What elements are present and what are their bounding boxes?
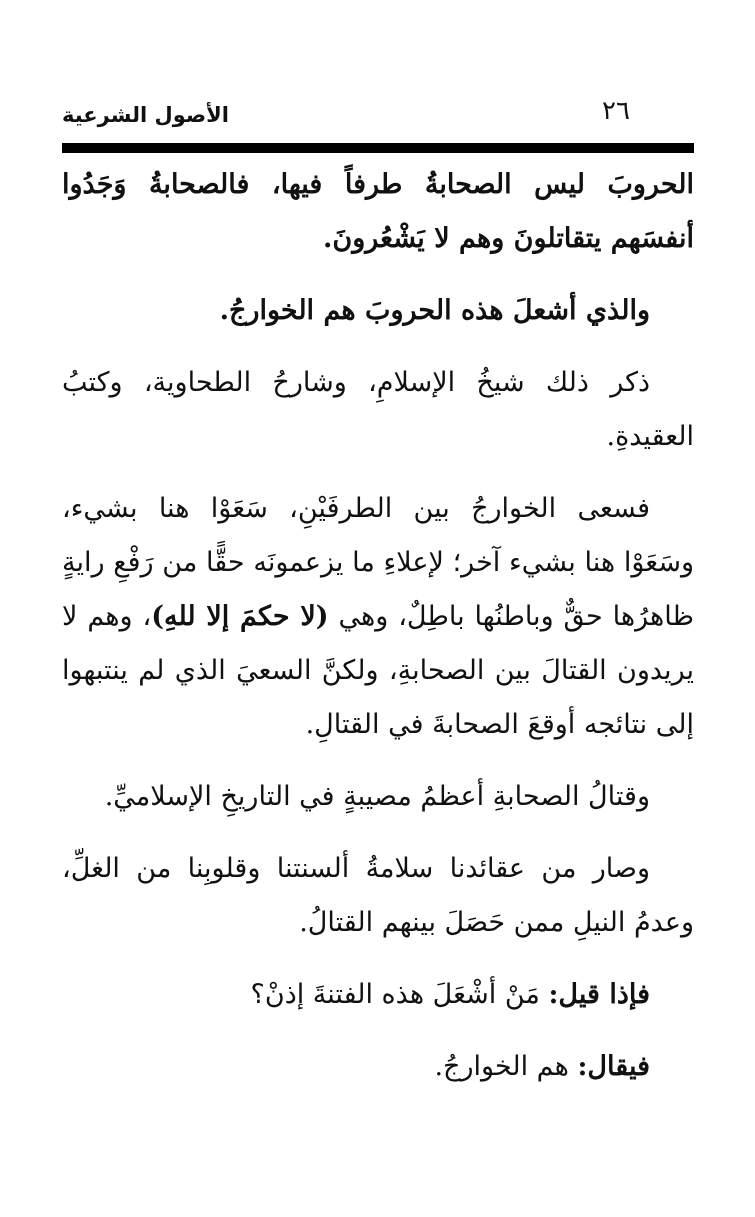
page-body bbox=[62, 158, 694, 1094]
paragraph-kharijites-ignited: والذي أشعلَ هذه الحروبَ هم الخوارجُ. bbox=[219, 295, 650, 326]
qa-answer bbox=[62, 1040, 694, 1094]
paragraph-kharijites-effort bbox=[62, 482, 694, 752]
answer-label: فيقال: bbox=[577, 1051, 650, 1082]
paragraph-sources: ذكر ذلك شيخُ الإسلامِ، وشارحُ الطحاوية، وكتبُ العقيدةِ. bbox=[62, 367, 694, 452]
qa-question bbox=[62, 968, 694, 1022]
paragraph-creed: وصار من عقائدنا سلامةُ ألسنتنا وقلوبِنا من الغلِّ، وعدمُ النيلِ ممن حَصَلَ بينهم القتالُ. bbox=[62, 853, 694, 938]
slogan-text: (لا حكمَ إلا للهِ) bbox=[151, 601, 329, 632]
page-number: ٢٦ bbox=[602, 96, 630, 126]
header-rule bbox=[62, 143, 694, 153]
paragraph-text-before: فسعى الخوارجُ بين الطرفَيْنِ، سَعَوْا هنا بشيء، وسَعَوْا هنا بشيء آخر؛ لإعلاءِ ما يزعمونَه حقًّا من رَفْعِ رايةٍ ظاهرُها حقٌّ وباطنُها باطِلٌ، وهي bbox=[62, 493, 694, 632]
paragraph-continuation: الحروبَ ليس الصحابةُ طرفاً فيها، فالصحابةُ وَجَدُوا أنفسَهم يتقاتلونَ وهم لا يَشْعُرونَ. bbox=[62, 169, 694, 254]
page-header bbox=[62, 96, 693, 140]
answer-text: هم الخوارجُ. bbox=[434, 1051, 578, 1082]
paragraph-text-after: ، وهم لا يريدون القتالَ بين الصحابةِ، ولكنَّ السعيَ الذي لم ينتبهوا إلى نتائجه أوقعَ الصحابةَ في القتالِ. bbox=[62, 601, 694, 740]
paragraph-greatest-calamity: وقتالُ الصحابةِ أعظمُ مصيبةٍ في التاريخِ الإسلاميِّ. bbox=[104, 781, 650, 812]
question-text: مَنْ أشْعَلَ هذه الفتنةَ إذنْ؟ bbox=[250, 979, 549, 1010]
running-title: الأصول الشرعية bbox=[62, 103, 229, 127]
question-label: فإذا قيل: bbox=[548, 979, 650, 1010]
